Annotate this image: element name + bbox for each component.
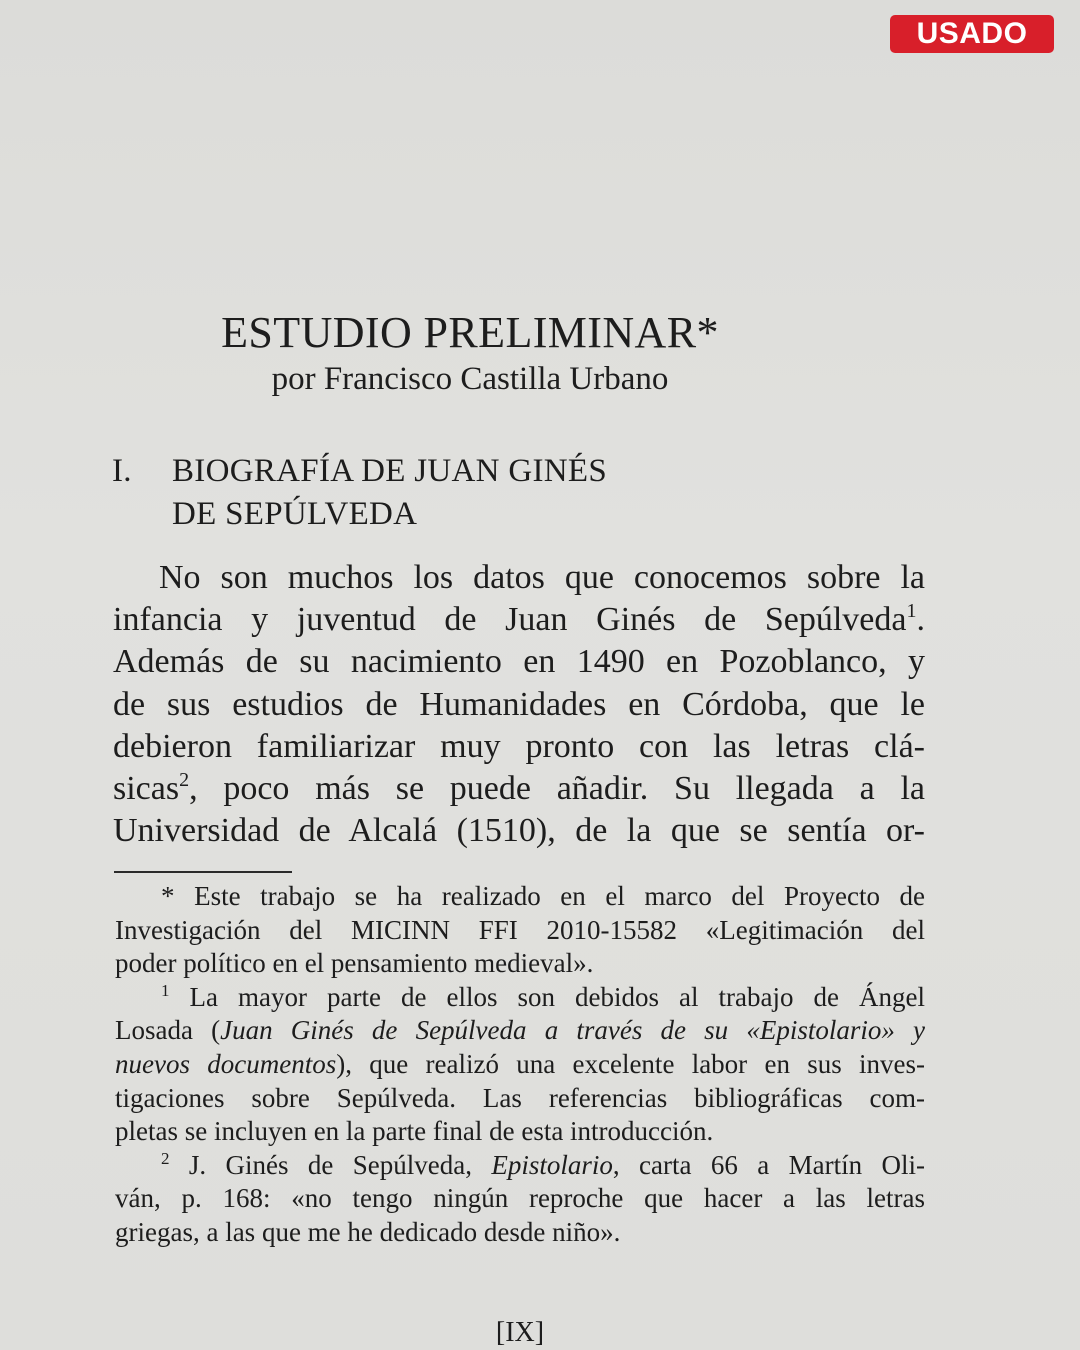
author-line bbox=[110, 358, 930, 400]
body-line bbox=[113, 599, 925, 641]
body-text-segment: sicas bbox=[113, 769, 180, 807]
footnote-line bbox=[115, 981, 925, 1015]
footnote-line: poder político en el pensamiento medieval». bbox=[115, 948, 594, 979]
footnote-text: ), que realizó una excelente labor en sus inves- bbox=[336, 1048, 925, 1079]
footnote-line bbox=[115, 880, 925, 914]
footnote-italic-title: Epistolario bbox=[491, 1149, 613, 1180]
page-number: [IX] bbox=[495, 1317, 545, 1348]
footnote-mark-star: * bbox=[161, 881, 175, 911]
body-paragraph bbox=[113, 557, 925, 852]
section-title-line2: DE SEPÚLVEDA bbox=[172, 496, 418, 532]
footnote-line: tigaciones sobre Sepúlveda. Las referencias bibliográficas com- bbox=[115, 1082, 925, 1113]
footnote-text: Este trabajo se ha realizado en el marco del Proyecto de bbox=[194, 881, 926, 911]
footnote-italic-title: Juan Ginés de Sepúlveda a través de su «Epistolario» y bbox=[220, 1015, 925, 1046]
footnote-line: ván, p. 168: «no tengo ningún reproche que hacer a las letras bbox=[115, 1183, 925, 1214]
title-text: ESTUDIO PRELIMINAR* bbox=[221, 308, 719, 357]
footnotes bbox=[115, 880, 925, 1250]
section-number: I. bbox=[112, 453, 132, 489]
footnote-line bbox=[115, 1149, 925, 1183]
body-line: Universidad de Alcalá (1510), de la que se sentía or- bbox=[113, 812, 925, 850]
section-title-line1: BIOGRAFÍA DE JUAN GINÉS bbox=[172, 453, 607, 489]
body-line: de sus estudios de Humanidades en Córdoba, que le bbox=[113, 685, 925, 723]
footnote-line: griegas, a las que me he dedicado desde niño». bbox=[115, 1216, 621, 1247]
body-text-segment: infancia y juventud de Juan Ginés de Sepúlveda bbox=[113, 601, 907, 639]
body-line: No son muchos los datos que conocemos sobre la bbox=[159, 559, 925, 596]
body-line: Además de su nacimiento en 1490 en Pozoblanco, y bbox=[113, 643, 925, 681]
footnote-mark-1: 1 bbox=[161, 980, 170, 1000]
bleed-through-text bbox=[110, 12, 930, 310]
footnote-line: Investigación del MICINN FFI 2010-15582 «Legitimación del bbox=[115, 914, 925, 945]
footnote-rule bbox=[114, 871, 292, 873]
section-heading bbox=[112, 450, 752, 536]
footnote-text: La mayor parte de ellos son debidos al trabajo de Ángel bbox=[189, 981, 926, 1012]
footnote-ref-2: 2 bbox=[179, 768, 190, 791]
body-text-segment: , poco más se puede añadir. Su llegada a la bbox=[189, 769, 925, 807]
body-text-segment: . bbox=[916, 601, 925, 639]
body-line bbox=[113, 768, 925, 810]
footnote-text: , carta 66 a Martín Oli- bbox=[612, 1149, 926, 1180]
body-line: debieron familiarizar muy pronto con las letras clá- bbox=[113, 727, 925, 765]
footnote-text: Losada ( bbox=[115, 1015, 221, 1046]
footnote-line bbox=[115, 1048, 925, 1082]
footnote-text: J. Ginés de Sepúlveda, bbox=[188, 1149, 492, 1180]
footnote-ref-1: 1 bbox=[906, 600, 917, 623]
page-title bbox=[110, 306, 930, 360]
footnote-mark-2: 2 bbox=[161, 1148, 170, 1168]
used-condition-badge: USADO bbox=[890, 15, 1054, 53]
author-text: por Francisco Castilla Urbano bbox=[271, 361, 669, 397]
footnote-line: pletas se incluyen en la parte final de esta introducción. bbox=[115, 1116, 714, 1147]
footnote-italic-title: nuevos documentos bbox=[115, 1048, 337, 1079]
footnote-line bbox=[115, 1014, 925, 1048]
